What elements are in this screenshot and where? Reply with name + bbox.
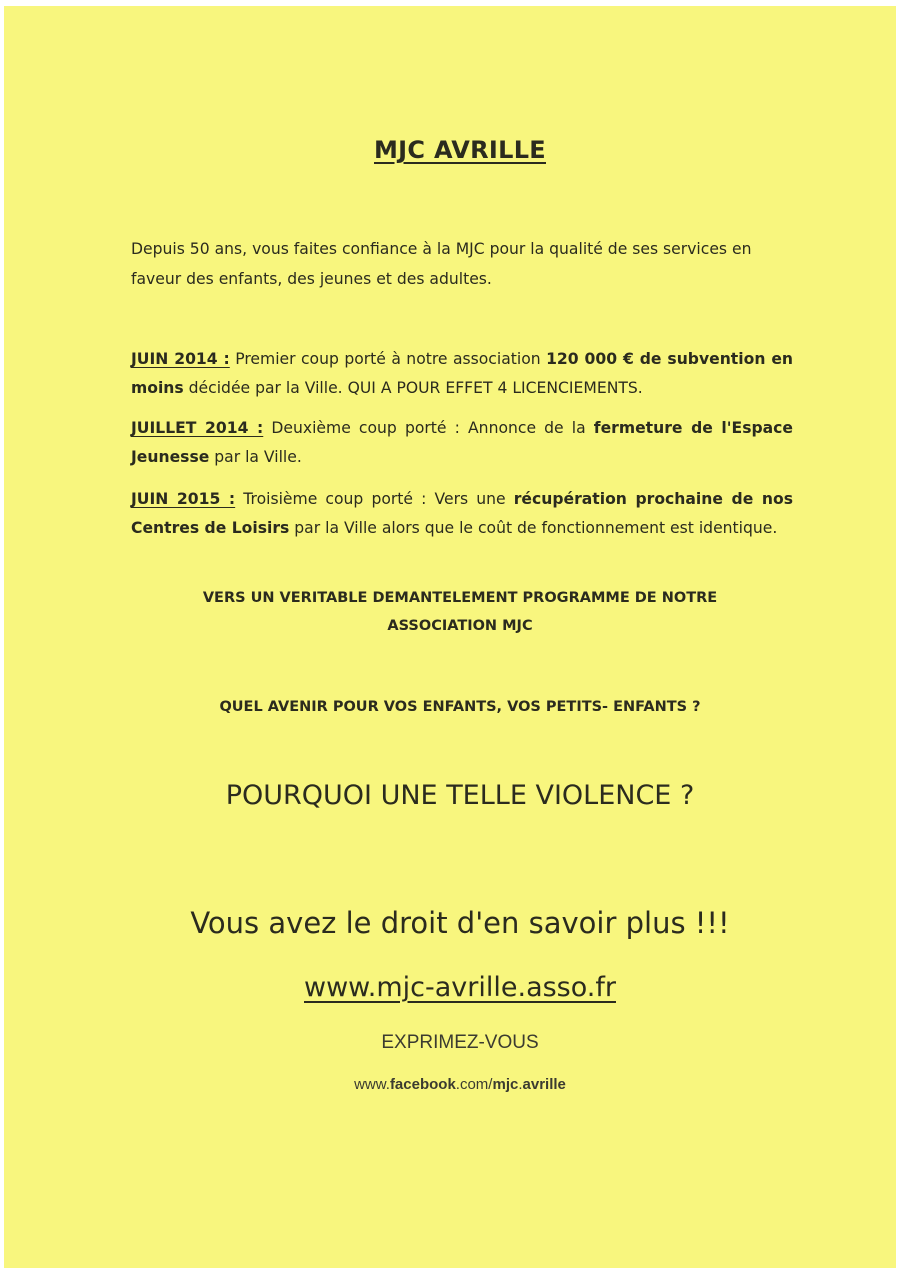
text: Troisième coup porté : Vers une <box>235 490 514 508</box>
fb-dot: . <box>518 1076 523 1093</box>
warning-line-1: VERS UN VERITABLE DEMANTELEMENT PROGRAMME DE NOTRE <box>202 590 718 606</box>
page-title: MJC AVRILLE <box>374 136 546 164</box>
text: par la Ville. <box>209 448 302 466</box>
fb-prefix: www. <box>354 1076 390 1093</box>
date-label: JUILLET 2014 : <box>131 419 264 437</box>
text: par la Ville alors que le coût de fonctionnement est identique. <box>289 519 778 537</box>
text: Premier coup porté à notre association <box>229 350 547 368</box>
question-avenir: QUEL AVENIR POUR VOS ENFANTS, VOS PETITS- ENFANTS ? <box>219 699 701 715</box>
date-label: JUIN 2015 : <box>131 490 236 508</box>
text: décidée par la Ville. QUI A POUR EFFET 4 LICENCIEMENTS. <box>183 379 643 397</box>
flyer-sheet <box>4 6 896 1268</box>
exprimez-vous-label: EXPRIMEZ-VOUS <box>381 1032 539 1053</box>
paragraph-juillet-2014 <box>131 414 793 472</box>
date-label: JUIN 2014 : <box>131 350 230 368</box>
fb-page-2: avrille <box>522 1076 566 1093</box>
fb-page-1: mjc <box>492 1076 519 1093</box>
bold-text: 120 000 € de subvention en moins <box>131 350 794 397</box>
facebook-link[interactable] <box>4 1076 900 1093</box>
paragraph-juin-2015 <box>131 485 793 543</box>
fb-mid: .com/ <box>455 1076 493 1093</box>
bold-text: fermeture de l'Espace Jeunesse <box>131 419 793 466</box>
savoir-plus-heading: Vous avez le droit d'en savoir plus !!! <box>190 906 730 940</box>
intro-paragraph: Depuis 50 ans, vous faites confiance à la MJC pour la qualité de ses services en faveur des enfants, des jeunes et des adultes. <box>131 240 752 288</box>
website-link[interactable]: www.mjc-avrille.asso.fr <box>304 972 616 1003</box>
text: Deuxième coup porté : Annonce de la <box>263 419 594 437</box>
bold-text: récupération prochaine de nos Centres de Loisirs <box>131 490 793 537</box>
question-violence: POURQUOI UNE TELLE VIOLENCE ? <box>225 780 695 811</box>
warning-line-2: ASSOCIATION MJC <box>387 618 533 634</box>
fb-brand: facebook <box>389 1076 456 1093</box>
paragraph-juin-2014 <box>131 345 793 403</box>
